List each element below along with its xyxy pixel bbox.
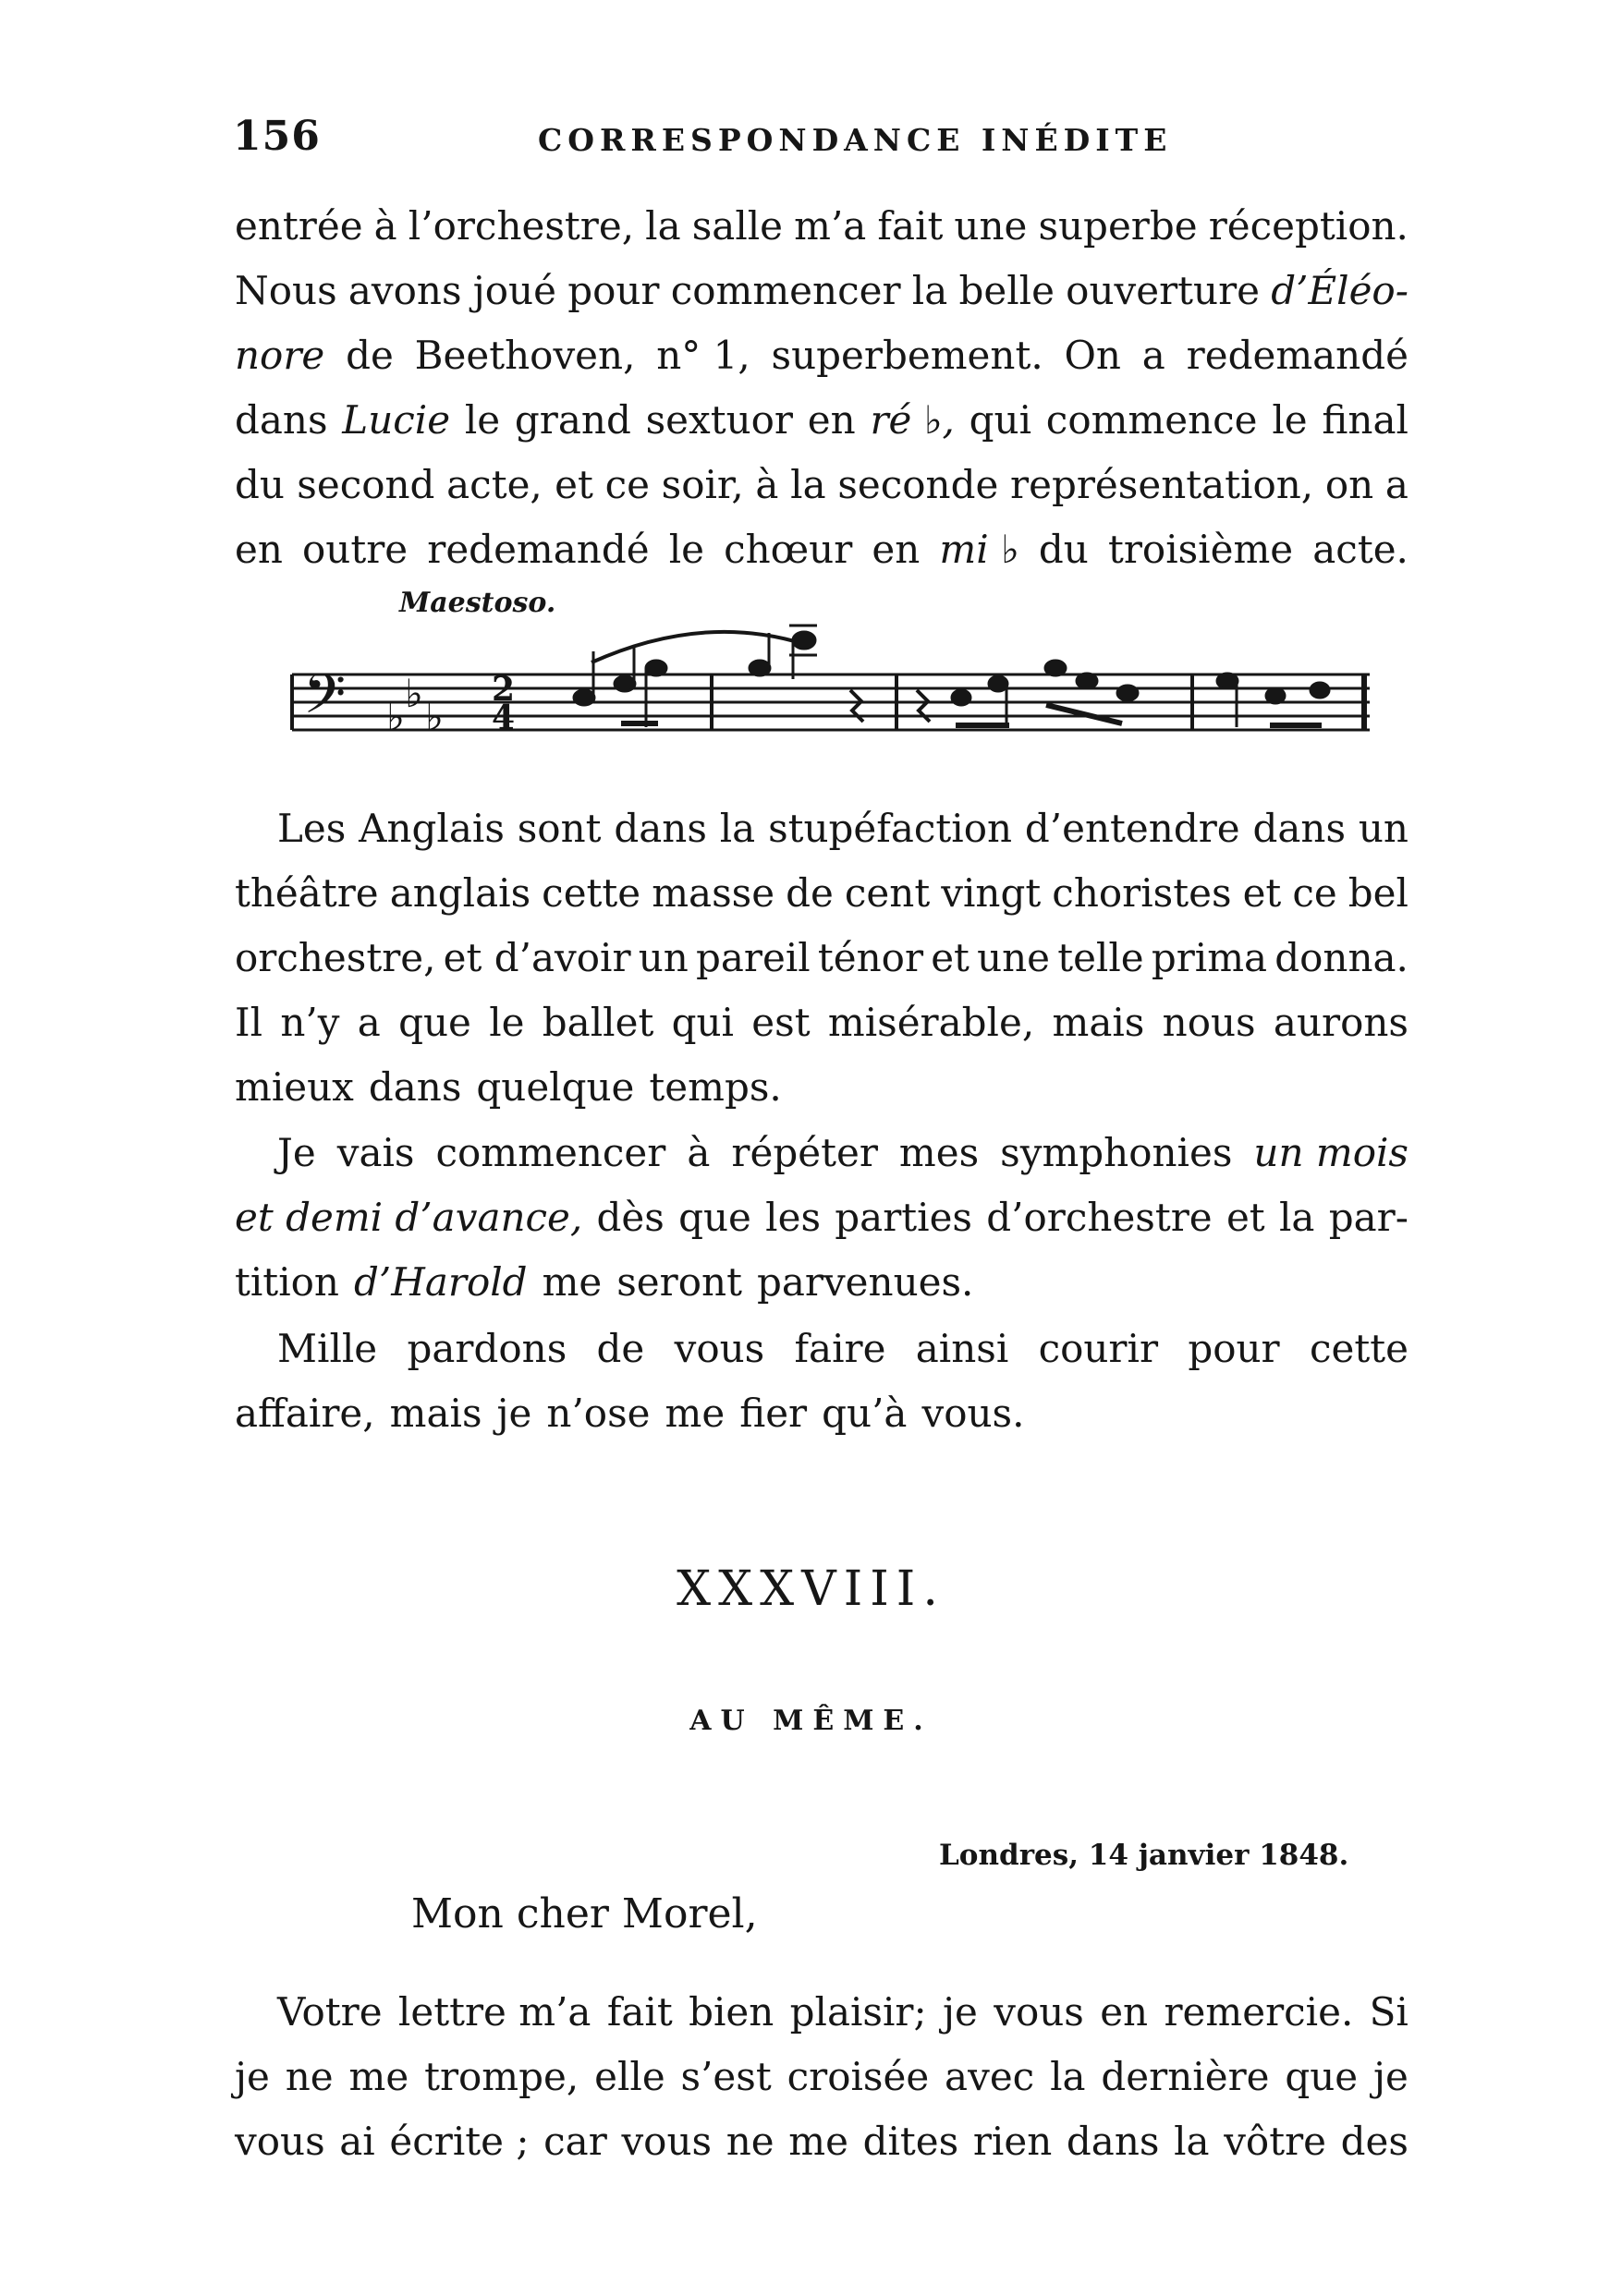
word: Nous — [235, 268, 337, 313]
word: Si — [1369, 1989, 1409, 2035]
word: chœur — [724, 527, 853, 572]
word: mi ♭ — [939, 527, 1019, 572]
text-line — [235, 328, 1409, 383]
word: car — [543, 2119, 607, 2164]
word: entrée — [235, 203, 363, 249]
word: d’orchestre — [986, 1195, 1213, 1240]
page-number: 156 — [233, 113, 321, 160]
staff-lines — [292, 674, 1370, 730]
word: croisée — [787, 2054, 930, 2099]
word: de — [786, 870, 834, 916]
word: final — [1322, 397, 1409, 443]
word: la — [1278, 1195, 1315, 1240]
note — [793, 632, 815, 649]
word: commencer — [435, 1130, 666, 1175]
word: prima — [1151, 935, 1268, 980]
note — [1217, 674, 1238, 688]
word: Anglais — [359, 806, 505, 851]
bass-clef-icon: 𝄢 — [303, 662, 347, 739]
word: est — [751, 1000, 811, 1045]
word: et d’avoir — [443, 935, 631, 980]
word: pareil — [695, 935, 811, 980]
word: anglais — [389, 870, 531, 916]
word: ré ♭, — [870, 397, 955, 443]
word: parvenues. — [756, 1259, 974, 1305]
word: ce — [1292, 870, 1337, 916]
word: dernière — [1101, 2054, 1270, 2099]
word: redemandé — [1186, 333, 1409, 378]
text-line — [235, 1255, 1409, 1310]
word: cette — [1309, 1326, 1409, 1371]
text-line — [235, 2049, 1409, 2105]
word: belle — [958, 268, 1055, 313]
word: me — [665, 1391, 726, 1436]
word: en — [235, 527, 283, 572]
word: ne — [285, 2054, 334, 2099]
text-line — [235, 1060, 1409, 1115]
word: on — [1324, 462, 1374, 507]
word: seconde — [837, 462, 999, 507]
word: n’ose — [546, 1391, 651, 1436]
word: ténor — [817, 935, 924, 980]
word: un — [638, 935, 689, 980]
word: un mois — [1253, 1130, 1409, 1175]
note — [1045, 661, 1066, 675]
text-line — [277, 1125, 1409, 1181]
key-flat-icon: ♭ — [386, 694, 405, 739]
word: réception. — [1208, 203, 1409, 249]
word: de — [596, 1326, 645, 1371]
word: donna. — [1274, 935, 1409, 980]
word: des — [1340, 2119, 1409, 2164]
page-header — [233, 113, 1409, 168]
word: la — [911, 268, 948, 313]
word: à — [755, 462, 779, 507]
running-title: CORRESPONDANCE INÉDITE — [538, 122, 1173, 158]
word: le — [1272, 397, 1308, 443]
word: le — [489, 1000, 525, 1045]
word: les — [765, 1195, 821, 1240]
word: commencer — [670, 268, 901, 313]
word: de — [346, 333, 394, 378]
word: pour — [567, 268, 660, 313]
word: et — [1226, 1195, 1265, 1240]
note — [1311, 683, 1329, 698]
word: acte, et — [446, 462, 593, 507]
word: m’a — [794, 203, 867, 249]
word: je — [943, 1989, 978, 2035]
word: du — [1038, 527, 1089, 572]
word: ce — [604, 462, 650, 507]
word: pour — [1188, 1326, 1280, 1371]
word: telle — [1057, 935, 1144, 980]
text-line — [235, 995, 1409, 1051]
word: qui — [969, 397, 1032, 443]
word: d’Harold — [353, 1259, 528, 1305]
word: On — [1064, 333, 1121, 378]
word: par- — [1328, 1195, 1409, 1240]
word: Les — [277, 806, 347, 851]
word: représentation, — [1010, 462, 1314, 507]
word: vous. — [921, 1391, 1025, 1436]
word: qui — [671, 1000, 734, 1045]
word: dès — [596, 1195, 665, 1240]
time-signature-top: 2 — [492, 670, 516, 709]
word: avons — [348, 268, 462, 313]
note — [1266, 688, 1285, 703]
text-line — [235, 457, 1409, 513]
word: vingt — [941, 870, 1042, 916]
word: je — [235, 2054, 270, 2099]
word: tition — [235, 1259, 339, 1305]
word: lettre m’a — [397, 1989, 591, 2035]
word: sont — [517, 806, 602, 851]
key-flat-icon: ♭ — [405, 671, 423, 716]
word: bien — [689, 1989, 774, 2035]
word: avec — [945, 2054, 1035, 2099]
word: répéter — [731, 1130, 878, 1175]
word: salle — [691, 203, 784, 249]
word: superbe — [1038, 203, 1198, 249]
text-line — [235, 866, 1409, 921]
word: a — [1384, 462, 1409, 507]
text-line — [235, 1190, 1409, 1245]
word: rien — [972, 2119, 1053, 2164]
word: cent — [844, 870, 931, 916]
note — [1117, 686, 1138, 700]
text-line — [235, 1386, 1409, 1441]
word: dans — [1066, 2119, 1160, 2164]
tempo-marking: Maestoso. — [399, 587, 556, 619]
word: misérable, — [827, 1000, 1035, 1045]
word: cette — [542, 870, 641, 916]
word: seront — [616, 1259, 742, 1305]
word: n’y — [280, 1000, 340, 1045]
text-line — [235, 199, 1409, 254]
word: vais — [336, 1130, 415, 1175]
word: dans — [1252, 806, 1347, 851]
word: me — [788, 2119, 848, 2164]
word: la — [645, 203, 681, 249]
word: mes — [898, 1130, 980, 1175]
word: qu’à — [822, 1391, 908, 1436]
word: une — [954, 203, 1028, 249]
word: plaisir; — [789, 1989, 927, 2035]
word: ai — [339, 2119, 375, 2164]
word: outre — [302, 527, 409, 572]
beam — [1046, 705, 1122, 723]
note — [1077, 674, 1097, 688]
word: je — [1373, 2054, 1409, 2099]
word: théâtre — [235, 870, 379, 916]
note — [989, 676, 1007, 691]
word: affaire, — [235, 1391, 375, 1436]
word: soir, — [661, 462, 744, 507]
word: ne — [726, 2119, 774, 2164]
word: à — [687, 1130, 711, 1175]
word: joué — [472, 268, 556, 313]
word: et — [1242, 870, 1282, 916]
note — [646, 661, 666, 675]
word: masse — [652, 870, 775, 916]
music-staff — [287, 614, 1377, 790]
letter-salutation: Mon cher Morel, — [411, 1890, 758, 1938]
word: une — [977, 935, 1051, 980]
word: ballet — [542, 1000, 654, 1045]
word: dans — [235, 397, 328, 443]
word: ouverture — [1066, 268, 1261, 313]
word: nous — [1162, 1000, 1256, 1045]
word: redemandé — [427, 527, 650, 572]
word: un — [1358, 806, 1409, 851]
word: et — [931, 935, 970, 980]
word: en — [1100, 1989, 1149, 2035]
word: la — [719, 806, 756, 851]
word: et demi d’avance, — [235, 1195, 583, 1240]
text-line — [235, 263, 1409, 319]
word: elle — [594, 2054, 665, 2099]
word: d’entendre — [1024, 806, 1240, 851]
word: courir — [1038, 1326, 1159, 1371]
text-line — [235, 930, 1409, 986]
word: vous — [621, 2119, 713, 2164]
word: à — [373, 203, 397, 249]
word: la — [1174, 2119, 1210, 2164]
note — [750, 661, 770, 675]
word: troisième — [1107, 527, 1294, 572]
word: nore — [235, 333, 325, 378]
text-line — [277, 1321, 1409, 1377]
word: Beethoven, — [414, 333, 636, 378]
word: mais — [389, 1391, 482, 1436]
word: dites — [862, 2119, 959, 2164]
key-flat-icon: ♭ — [425, 694, 444, 739]
word: choristes — [1052, 870, 1232, 916]
word: que — [398, 1000, 471, 1045]
word: fait — [606, 1989, 673, 2035]
word: a — [1141, 333, 1165, 378]
word: me — [542, 1259, 603, 1305]
word: temps. — [649, 1064, 782, 1110]
word: Votre — [277, 1989, 383, 2035]
word: Lucie — [342, 397, 451, 443]
text-line — [235, 393, 1409, 448]
text-line — [235, 2114, 1409, 2169]
word: sextuor — [645, 397, 793, 443]
word: aurons — [1273, 1000, 1409, 1045]
word: bel — [1348, 870, 1409, 916]
note — [952, 690, 970, 705]
word: quelque — [476, 1064, 635, 1110]
word: symphonies — [1000, 1130, 1233, 1175]
word: en — [872, 527, 921, 572]
word: Mille — [277, 1326, 378, 1371]
word: Je — [277, 1130, 316, 1175]
word: du second — [235, 462, 435, 507]
word: parties — [835, 1195, 972, 1240]
word: superbement. — [771, 333, 1043, 378]
slur — [591, 632, 804, 662]
word: orchestre, — [235, 935, 436, 980]
letter-addressee: AU MÊME. — [689, 1705, 933, 1737]
word: vous — [235, 2119, 325, 2164]
word: mais — [1052, 1000, 1145, 1045]
word: a — [357, 1000, 381, 1045]
word: que — [678, 1195, 751, 1240]
word: trompe, — [424, 2054, 579, 2099]
word: je — [496, 1391, 532, 1436]
letter-number: XXXVIII. — [677, 1561, 945, 1617]
word: ainsi — [915, 1326, 1009, 1371]
note — [574, 690, 594, 705]
word: remercie. — [1164, 1989, 1354, 2035]
word: écrite ; — [389, 2119, 530, 2164]
word: pardons — [407, 1326, 567, 1371]
time-signature-bottom: 4 — [492, 699, 516, 737]
word: acte. — [1312, 527, 1409, 572]
text-line — [277, 801, 1409, 856]
word: faire — [794, 1326, 886, 1371]
word: la — [790, 462, 826, 507]
letter-place-date: Londres, 14 janvier 1848. — [939, 1839, 1349, 1872]
text-line — [277, 1985, 1409, 2040]
word: mieux — [235, 1064, 354, 1110]
text-line — [235, 522, 1409, 577]
word: vous — [674, 1326, 765, 1371]
word: que — [1285, 2054, 1359, 2099]
word: l’orchestre, — [408, 203, 635, 249]
word: stupéfaction — [768, 806, 1013, 851]
word: le — [668, 527, 704, 572]
word: dans — [368, 1064, 462, 1110]
note — [615, 676, 635, 691]
word: en — [807, 397, 856, 443]
word: fier — [739, 1391, 808, 1436]
word: d’Éléo- — [1271, 268, 1409, 313]
word: grand — [514, 397, 631, 443]
word: le — [464, 397, 501, 443]
word: s’est — [680, 2054, 772, 2099]
word: dans — [614, 806, 707, 851]
word: me — [348, 2054, 409, 2099]
word: vous — [994, 1989, 1084, 2035]
word: Il — [235, 1000, 263, 1045]
word: n° 1, — [656, 333, 750, 378]
word: la — [1050, 2054, 1086, 2099]
word: vôtre — [1224, 2119, 1327, 2164]
word: fait — [877, 203, 944, 249]
word: commence — [1045, 397, 1258, 443]
